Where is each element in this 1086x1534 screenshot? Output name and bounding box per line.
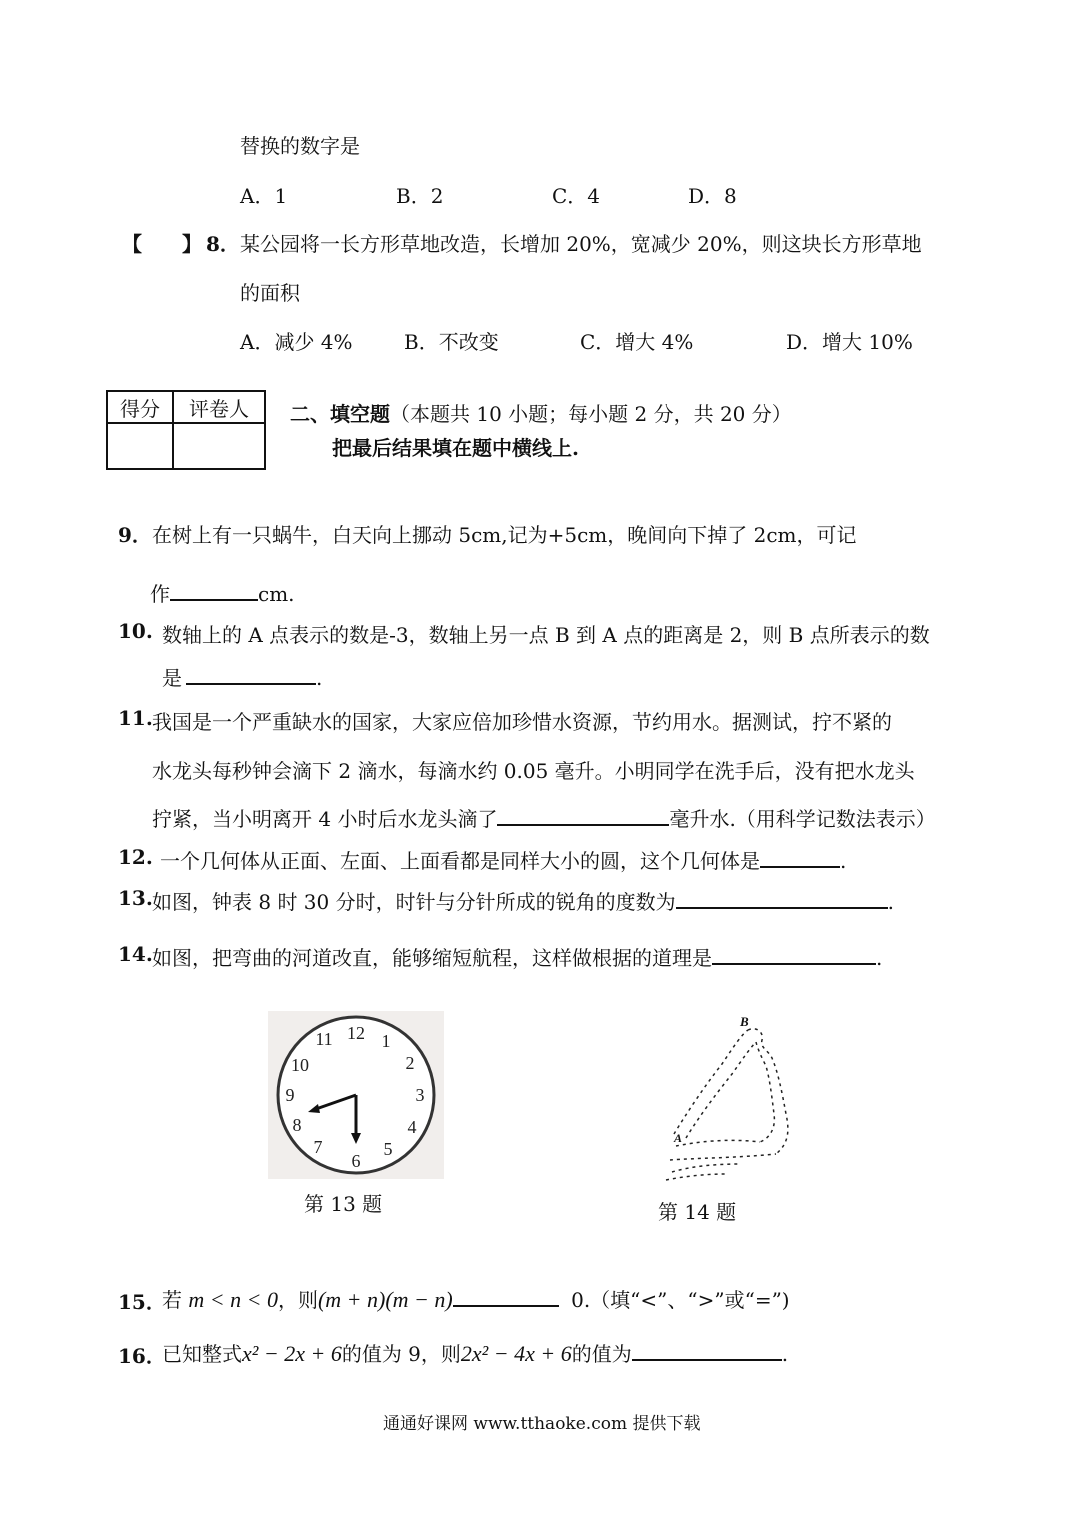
clock-number-1: 1 (381, 1031, 391, 1051)
q8-number: 8． (206, 232, 240, 256)
q9-text-line1: 在树上有一只蜗牛，白天向上挪动 5cm,记为+5cm，晚间向下掉了 2cm，可记 (152, 523, 857, 547)
clock-number-9: 9 (285, 1085, 295, 1105)
score-cell[interactable] (107, 423, 173, 469)
q10-answer-blank[interactable] (186, 663, 316, 685)
q16-number: 16． (118, 1344, 166, 1368)
river-label-b: B (740, 1014, 749, 1029)
q10-text-post: . (316, 666, 323, 690)
q12-text-post: . (840, 849, 847, 873)
q13-text-post: . (887, 890, 894, 914)
q7-option-a: A．1 (240, 184, 288, 208)
q8-option-c: C．增大 4% (580, 330, 694, 354)
q8-option-b: B．不改变 (404, 330, 499, 354)
q8-option-d: D．增大 10% (786, 330, 913, 354)
q16-expression1: x² − 2x + 6 (242, 1341, 342, 1366)
grader-cell[interactable] (173, 423, 265, 469)
q9-line2 (150, 578, 295, 607)
q14-answer-blank[interactable] (712, 943, 876, 965)
q10-number: 10. (118, 619, 153, 643)
q14-text-post: . (876, 946, 883, 970)
q7-continuation: 替换的数字是 (240, 134, 360, 158)
clock-number-7: 7 (313, 1137, 323, 1157)
river-figure (656, 1014, 802, 1184)
q8-option-a: A．减少 4% (240, 330, 353, 354)
q8-text-line1: 某公园将一长方形草地改造，长增加 20%，宽减少 20%，则这块长方形草地 (240, 232, 922, 256)
clock-number-5: 5 (383, 1139, 393, 1159)
q7-option-b: B．2 (396, 184, 444, 208)
q7-option-c: C．4 (552, 184, 601, 208)
section2-instruction: 把最后结果填在题中横线上. (332, 436, 579, 460)
clock-number-11: 11 (315, 1029, 333, 1049)
clock-number-2: 2 (405, 1053, 415, 1073)
section2-header (290, 398, 792, 427)
q15-text-post: 0.（填“<”、“>”或“=”) (571, 1288, 790, 1312)
clock-number-12: 12 (347, 1023, 365, 1043)
q8-text-line2: 的面积 (240, 281, 300, 305)
q16-text-mid: 的值为 9，则 (341, 1342, 461, 1366)
q8-bracket-right: 】 (182, 232, 202, 256)
q16-answer-blank[interactable] (632, 1339, 782, 1361)
q16-text-post-b: . (781, 1342, 789, 1366)
q11-text-pre: 拧紧，当小明离开 4 小时后水龙头滴了 (152, 807, 498, 831)
figure13-caption: 第 13 题 (304, 1192, 383, 1216)
q10-text-line1: 数轴上的 A 点表示的数是-3，数轴上另一点 B 到 A 点的距离是 2，则 B 点所表示的数 (162, 623, 930, 647)
q14-number: 14. (118, 942, 153, 966)
score-header: 得分 (107, 391, 173, 423)
river-banks (666, 1029, 788, 1180)
clock-number-4: 4 (407, 1117, 417, 1137)
river-label-a: A (674, 1131, 683, 1145)
q14-line (152, 942, 882, 971)
grader-header: 评卷人 (173, 391, 265, 423)
q13-text-pre: 如图，钟表 8 时 30 分时，时针与分针所成的锐角的度数为 (152, 890, 676, 914)
q11-text-post: 毫升水.（用科学记数法表示） (669, 807, 936, 831)
q10-line2 (162, 662, 322, 691)
footer-text: 通通好课网 www.tthaoke.com 提供下载 (383, 1414, 701, 1434)
q9-text-pre: 作 (150, 582, 170, 606)
q9-number: 9． (118, 523, 152, 547)
q11-number: 11. (118, 706, 153, 730)
q15-text-mid: ，则 (277, 1288, 318, 1312)
q13-answer-blank[interactable] (676, 887, 888, 909)
q9-answer-blank[interactable] (170, 579, 258, 601)
q11-line3 (152, 803, 936, 832)
q16-text-post-a: 的值为 (571, 1342, 632, 1366)
q15-expression: (m + n)(m − n) (317, 1287, 453, 1312)
q10-text-pre: 是 (162, 666, 182, 690)
clock-number-3: 3 (415, 1085, 425, 1105)
q15-number: 15． (118, 1290, 166, 1314)
q12-answer-blank[interactable] (760, 846, 840, 868)
clock-number-8: 8 (292, 1115, 302, 1135)
q16-text-pre: 已知整式 (162, 1342, 242, 1366)
section2-title: 二、填空题 (290, 402, 390, 426)
clock-number-10: 10 (291, 1055, 309, 1075)
q13-line (152, 886, 894, 915)
q15-line (162, 1284, 790, 1313)
q15-answer-blank[interactable] (453, 1285, 559, 1307)
q7-option-d: D．8 (688, 184, 737, 208)
q13-number: 13. (118, 886, 153, 910)
q9-text-post: cm. (258, 582, 295, 606)
q8-bracket-left: 【 (122, 232, 142, 256)
q11-text-line1: 我国是一个严重缺水的国家，大家应倍加珍惜水资源，节约用水。据测试，拧不紧的 (152, 710, 892, 734)
q12-line (160, 845, 846, 874)
q11-text-line2: 水龙头每秒钟会滴下 2 滴水，每滴水约 0.05 毫升。小明同学在洗手后，没有把水龙头 (152, 759, 915, 783)
section2-note: （本题共 10 小题；每小题 2 分，共 20 分） (390, 402, 792, 426)
q14-text-pre: 如图，把弯曲的河道改直，能够缩短航程，这样做根据的道理是 (152, 946, 712, 970)
q12-text-pre: 一个几何体从正面、左面、上面看都是同样大小的圆，这个几何体是 (160, 849, 760, 873)
q16-expression2: 2x² − 4x + 6 (460, 1341, 572, 1366)
q15-text-pre: 若 (162, 1288, 182, 1312)
q12-number: 12. (118, 845, 153, 869)
q15-condition: m < n < 0 (188, 1287, 278, 1312)
q11-answer-blank[interactable] (497, 804, 669, 826)
score-table (106, 390, 266, 470)
q16-line (162, 1338, 788, 1367)
clock-figure (268, 1011, 444, 1179)
figure14-caption: 第 14 题 (658, 1200, 737, 1224)
clock-number-6: 6 (351, 1151, 361, 1171)
